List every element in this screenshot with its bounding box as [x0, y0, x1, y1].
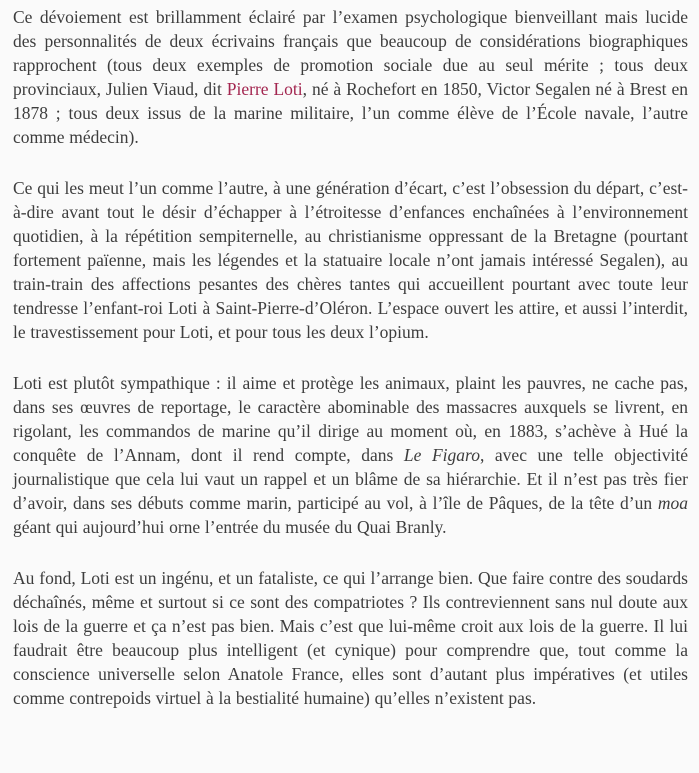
- inline-link[interactable]: Pierre Loti: [226, 79, 303, 99]
- paragraph: [13, 176, 688, 344]
- text-run: Au fond, Loti est un ingénu, et un fataliste, ce qui l’arrange bien. Que faire contre des soudards déchaînés, même et surtout si ce sont des compatriotes ? Ils contreviennent sans nul doute aux lois de la guerre et ça n’est pas bien. Mais c’est que lui-même croit aux lois de la guerre. Il lui faudrait être beaucoup plus intelligent (et cynique) pour comprendre que, tout comme la conscience universelle selon Anatole France, elles sont d’autant plus impératives (et utiles comme contrepoids virtuel à la bestialité humaine) qu’elles n’existent pas.: [13, 568, 688, 708]
- text-run: , avec une telle objectivité journalistique que cela lui vaut un rappel et un blâme de sa hiérarchie. Et il n’est pas très fier d’avoir, dans ses débuts comme marin, participé au vol, à l’île de Pâques, de la tête d’un: [13, 445, 688, 513]
- text-run: Ce dévoiement est brillamment éclairé par l’examen psychologique bienveillant mais lucide des personnalités de deux écrivains français que beaucoup de considérations biographiques rapprochent (tous deux exemples de promotion sociale due au seul mérite ; tous deux provinciaux, Julien Viaud, dit: [13, 7, 688, 99]
- paragraph: [13, 371, 688, 539]
- italic-text: Le Figaro: [403, 445, 480, 465]
- italic-text: moa: [657, 493, 688, 513]
- paragraph: [13, 566, 688, 710]
- article-body: [13, 5, 688, 710]
- paragraph: [13, 5, 688, 149]
- text-run: Ce qui les meut l’un comme l’autre, à une génération d’écart, c’est l’obsession du départ, c’est-à-dire avant tout le désir d’échapper à l’étroitesse d’enfances enchaînées à l’environnement quotidien, à la répétition sempiternelle, au christianisme oppressant de la Bretagne (pourtant fortement païenne, mais les légendes et la statuaire locale n’ont jamais intéressé Segalen), au train-train des affections pesantes des chères tantes qui accueillent pourtant avec toute leur tendresse l’enfant-roi Loti à Saint-Pierre-d’Oléron. L’espace ouvert les attire, et aussi l’interdit, le travestissement pour Loti, et pour tous les deux l’opium.: [13, 178, 688, 342]
- text-run: , né à Rochefort en 1850, Victor Segalen né à Brest en 1878 ; tous deux issus de la marine militaire, l’un comme élève de l’École navale, l’autre comme médecin).: [13, 79, 688, 147]
- text-run: Loti est plutôt sympathique : il aime et protège les animaux, plaint les pauvres, ne cache pas, dans ses œuvres de reportage, le caractère abominable des massacres auxquels se livrent, en rigolant, les commandos de marine qu’il dirige au moment où, en 1883, s’achève à Hué la conquête de l’Annam, dont il rend compte, dans: [13, 373, 688, 465]
- text-run: géant qui aujourd’hui orne l’entrée du musée du Quai Branly.: [13, 517, 447, 537]
